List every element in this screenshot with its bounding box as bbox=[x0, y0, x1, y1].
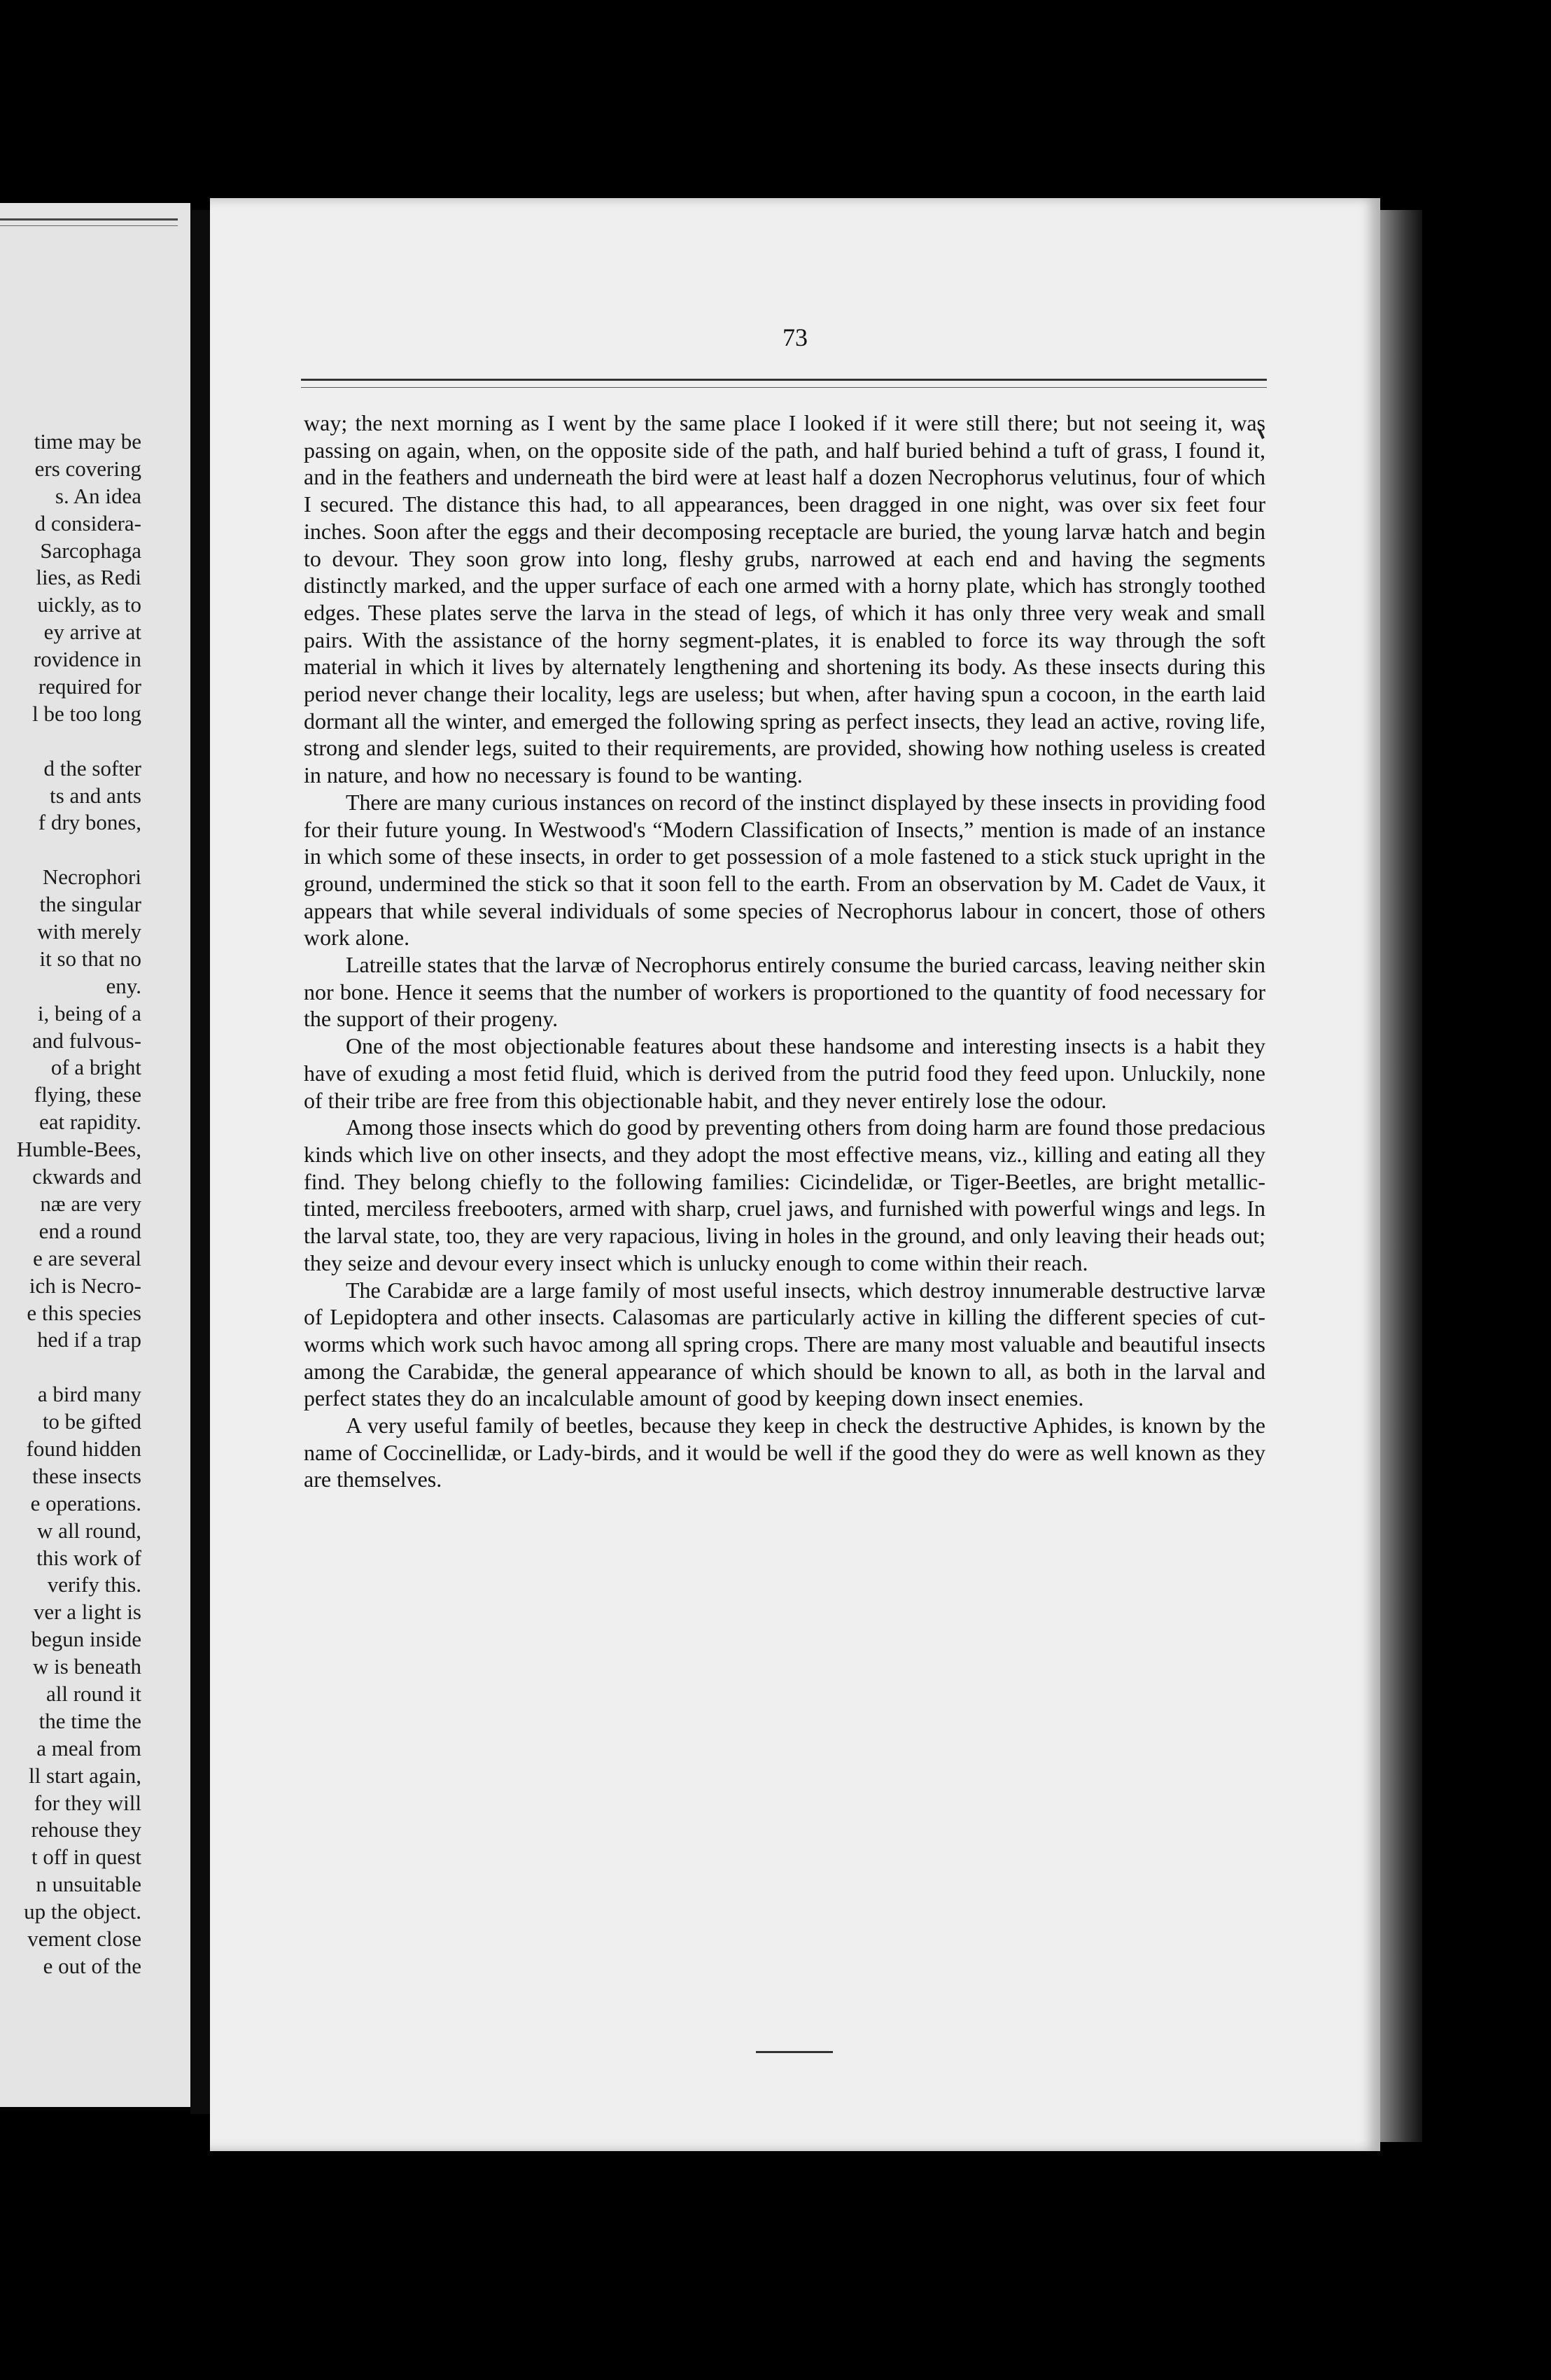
left-page-line: t off in quest bbox=[31, 1844, 141, 1870]
left-page-line: time may be bbox=[34, 429, 141, 454]
left-page-line: Humble-Bees, bbox=[16, 1137, 141, 1162]
left-page-line: ckwards and bbox=[32, 1164, 141, 1189]
left-page-line: lies, as Redi bbox=[36, 565, 141, 590]
left-page-line: for they will bbox=[34, 1790, 141, 1815]
left-page-line: a meal from bbox=[36, 1735, 141, 1760]
left-page-line: and fulvous- bbox=[32, 1028, 141, 1053]
left-page-line: the time the bbox=[38, 1708, 141, 1733]
left-page-text bbox=[0, 428, 141, 1980]
left-header-rule-thin bbox=[0, 225, 178, 226]
left-page-line: this work of bbox=[36, 1545, 141, 1570]
left-page-line: all round it bbox=[45, 1681, 141, 1706]
end-rule bbox=[756, 2051, 833, 2053]
left-page-line: ey arrive at bbox=[43, 620, 141, 645]
left-page-line: of a bright bbox=[50, 1055, 141, 1080]
left-page-line: ers covering bbox=[34, 456, 141, 481]
page-gutter bbox=[190, 210, 210, 2114]
body-text bbox=[304, 410, 1265, 1493]
left-page-line: l be too long bbox=[32, 701, 141, 726]
left-page-line bbox=[0, 836, 141, 864]
left-page-line: ver a light is bbox=[33, 1600, 141, 1625]
left-page-line: næ are very bbox=[40, 1191, 141, 1216]
page-number: 73 bbox=[782, 323, 808, 351]
left-page-line: these insects bbox=[32, 1463, 141, 1488]
left-page-line: required for bbox=[38, 674, 141, 699]
paragraph: The Carabidæ are a large family of most useful insects, which destroy innumerable destructive larvæ of Lepidoptera and other insects. Calasomas are particularly active in killing the different species of cut-worms which work such havoc among all spring crops. There are many most valuable and beautiful insects among the Carabidæ, the general appearance of which should be known to all, as both in the larval and perfect states they do an incalculable amount of good by keeping down insect enemies. bbox=[304, 1277, 1265, 1411]
right-page bbox=[210, 198, 1380, 2151]
left-page-line: uickly, as to bbox=[37, 592, 141, 617]
left-page-line: begun inside bbox=[31, 1627, 141, 1652]
left-page-line: the singular bbox=[39, 892, 141, 917]
left-page-line: found hidden bbox=[26, 1436, 141, 1461]
left-page-line: end a round bbox=[38, 1218, 141, 1243]
left-page-line: up the object. bbox=[24, 1899, 141, 1924]
left-page-line: ich is Necro- bbox=[29, 1273, 141, 1298]
left-page-line: Sarcophaga bbox=[40, 538, 141, 563]
left-page-line: eny. bbox=[106, 973, 141, 998]
left-page-line bbox=[0, 1354, 141, 1381]
left-page-line: to be gifted bbox=[42, 1409, 141, 1434]
paragraph: One of the most objectionable features about these handsome and interesting insects is a habit they have of exuding a most fetid fluid, which is derived from the putrid food they feed upon. Unluckily, none of their tribe are free from this objectionable habit, and they never entirely lose the odour. bbox=[304, 1033, 1265, 1113]
left-page-line: ts and ants bbox=[50, 783, 141, 808]
paragraph: way; the next morning as I went by the same place I looked if it were still there; but not seeing it, was passing on again, when, on the opposite side of the path, and half buried behind a tuft of grass, I found it, and in the feathers and underneath the bird were at least half a dozen Necrophorus velutinus, four of which I secured. The distance this had, to all appearances, been dragged in one night, was over six feet four inches. Soon after the eggs and their decomposing receptacle are buried, the young larvæ hatch and begin to devour. They soon grow into long, fleshy grubs, narrowed at each end and having the segments distinctly marked, and the upper surface of each one armed with a horny plate, which has strongly toothed edges. These plates serve the larva in the stead of legs, of which it has only three very weak and small pairs. With the assistance of the horny segment-plates, it is enabled to force its way through the soft material in which it lives by alternately lengthening and shortening its body. As these insects during this period never change their locality, legs are useless; but when, after having spun a cocoon, in the earth laid dormant all the winter, and emerged the following spring as perfect insects, they lead an active, roving life, strong and slender legs, suited to their requirements, are provided, showing how nothing useless is created in nature, and how no necessary is found to be wanting. bbox=[304, 410, 1265, 788]
left-page-line: f dry bones, bbox=[38, 810, 141, 835]
left-page-line: w is beneath bbox=[33, 1654, 141, 1679]
left-page-line: i, being of a bbox=[37, 1000, 141, 1026]
left-page-line: Necrophori bbox=[42, 864, 141, 890]
left-page-line: n unsuitable bbox=[36, 1872, 141, 1897]
left-header-rule bbox=[0, 218, 178, 220]
left-page-line: vement close bbox=[27, 1926, 141, 1951]
left-page-line: hed if a trap bbox=[37, 1327, 141, 1352]
paragraph: A very useful family of beetles, because they keep in check the destructive Aphides, is known by the name of Coccinellidæ, or Lady-birds, and it would be well if the good they do were as well known as they are themselves. bbox=[304, 1413, 1265, 1492]
left-page-line: d considera- bbox=[34, 510, 141, 536]
left-page-line: verify this. bbox=[47, 1572, 141, 1597]
left-page-line: rehouse they bbox=[31, 1817, 141, 1842]
header-rule bbox=[301, 379, 1267, 381]
left-page-line: eat rapidity. bbox=[38, 1110, 141, 1135]
left-page-line: ll start again, bbox=[29, 1763, 141, 1788]
left-page-fragment bbox=[0, 203, 190, 2107]
left-page-line: it so that no bbox=[39, 946, 141, 971]
left-page-line: e are several bbox=[33, 1245, 141, 1270]
left-page-line bbox=[0, 728, 141, 755]
left-page-line: with merely bbox=[37, 919, 141, 944]
left-page-line: s. An idea bbox=[55, 483, 141, 508]
left-page-line: w all round, bbox=[37, 1518, 141, 1543]
header-rule-thin bbox=[301, 387, 1267, 388]
paragraph: Latreille states that the larvæ of Necrophorus entirely consume the buried carcass, leaving neither skin nor bone. Hence it seems that the number of workers is proportioned to the quantity of food necessary for the support of their progeny. bbox=[304, 952, 1265, 1032]
page-edge bbox=[1380, 210, 1422, 2142]
left-page-line: e out of the bbox=[43, 1953, 141, 1978]
left-page-line: flying, these bbox=[34, 1082, 141, 1107]
left-page-line: e operations. bbox=[30, 1490, 141, 1516]
paragraph: Among those insects which do good by preventing others from doing harm are found those predacious kinds which live on other insects, and they adopt the most effective means, viz., killing and eating all they find. They belong chiefly to the following families: Cicindelidæ, or Tiger-Beetles, are bright metallic-tinted, merciless freebooters, armed with sharp, cruel jaws, and furnished with powerful wings and legs. In the larval state, too, they are very rapacious, living in holes in the ground, and only leaving their heads out; they seize and devour every insect which is unlucky enough to come within their reach. bbox=[304, 1114, 1265, 1275]
left-page-line: e this species bbox=[27, 1300, 141, 1325]
paragraph: There are many curious instances on record of the instinct displayed by these insects in providing food for their future young. In Westwood's “Modern Classification of Insects,” mention is made of an instance in which some of these insects, in order to get possession of a mole fastened to a stick stuck upright in the ground, undermined the stick so that it soon fell to the earth. From an observation by M. Cadet de Vaux, it appears that while several individuals of some species of Necrophorus labour in concert, those of others work alone. bbox=[304, 789, 1265, 951]
left-page-line: a bird many bbox=[37, 1382, 141, 1407]
left-page-line: d the softer bbox=[43, 755, 141, 780]
left-page-line: rovidence in bbox=[33, 647, 141, 672]
